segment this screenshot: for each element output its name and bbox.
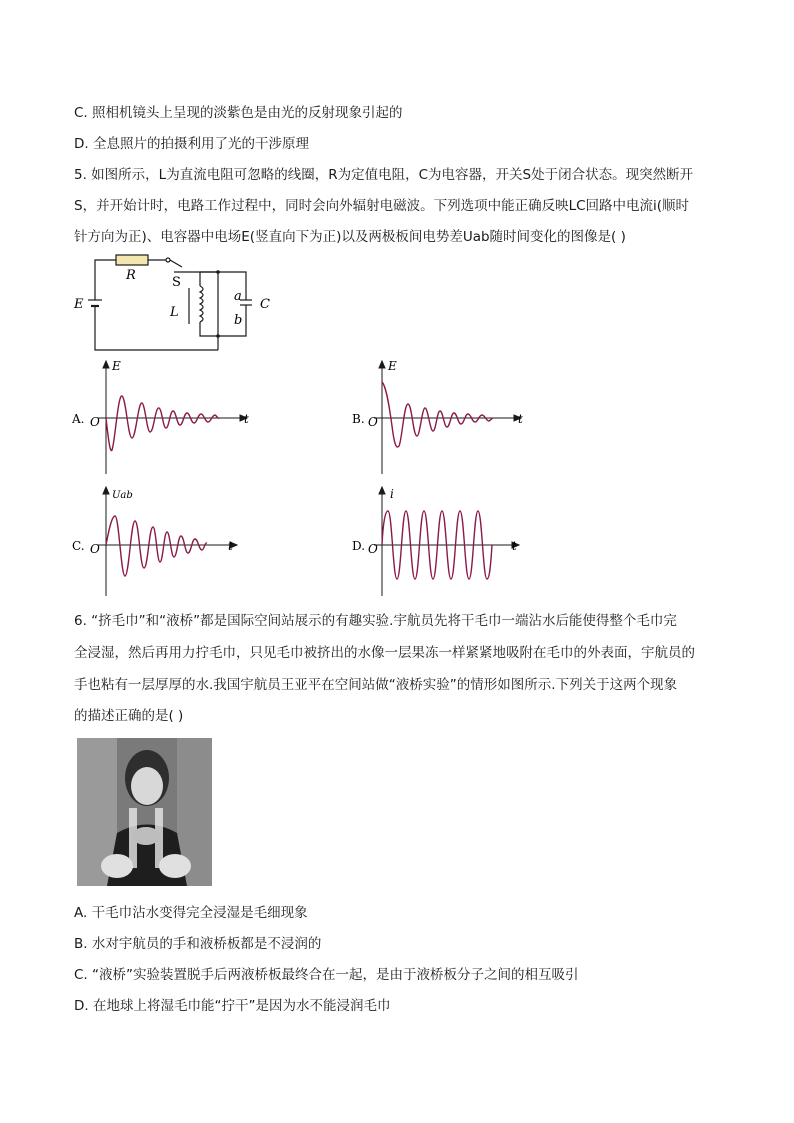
label-r: R [126,268,136,283]
switch [166,258,170,262]
graph-d-option: D. [352,539,366,553]
graph-b-option: B. [352,412,365,426]
q6-option-b: B. 水对宇航员的手和液桥板都是不浸润的 [74,936,322,952]
graph-c-xlabel: t [228,539,233,553]
graph-d-xlabel: t [512,539,517,553]
q4-option-d: D. 全息照片的拍摄利用了光的干涉原理 [74,136,309,152]
graph-c-curve [106,516,207,576]
graph-d-ylabel: i [390,487,394,501]
graph-a-ylabel: E [112,359,121,373]
label-c: C [260,297,270,312]
q4-option-c: C. 照相机镜头上呈现的淡紫色是由光的反射现象引起的 [74,105,403,121]
label-b: b [234,313,243,328]
circuit-diagram [70,250,290,360]
graph-a-origin: O [90,415,100,429]
graph-d-origin: O [368,542,378,556]
graph-a-curve [106,396,219,451]
q6-option-a: A. 干毛巾沾水变得完全浸湿是毛细现象 [74,905,308,921]
q6-option-c: C. “液桥”实验装置脱手后两液桥板最终合在一起，是由于液桥板分子之间的相互吸引 [74,967,579,983]
graph-d [350,484,540,604]
resistor [116,255,148,265]
graph-a [70,356,260,476]
q5-stem-line3: 针方向为正)、电容器中电场E(竖直向下为正)以及两极板间电势差Uab随时间变化的图像是( ) [74,229,626,245]
q6-stem-line3: 手也粘有一层厚厚的水.我国宇航员王亚平在空间站做“液桥实验”的情形如图所示.下列关于这两个现象 [74,677,678,693]
q6-stem-line1: 6. “挤毛巾”和“液桥”都是国际空间站展示的有趣实验.宇航员先将干毛巾一端沾水后能使得整个毛巾完 [74,613,677,629]
graph-c-ylabel: Uab [112,490,133,501]
label-a: a [234,289,242,304]
graph-b-xlabel: t [518,412,523,426]
graph-a-option: A. [72,412,85,426]
label-s: S [172,275,181,290]
graph-b-curve [382,382,493,447]
inductor [200,286,203,322]
q5-stem-line1: 5. 如图所示，L为直流电阻可忽略的线圈，R为定值电阻，C为电容器，开关S处于闭合状态。现突然断开 [74,167,694,183]
graph-b [350,356,540,476]
q5-stem-line2: S，并开始计时，电路工作过程中，同时会向外辐射电磁波。下列选项中能正确反映LC回路中电流i(顺时 [74,198,690,214]
liquid-bridge-photo [77,738,212,886]
q6-stem-line2: 全浸湿，然后再用力拧毛巾，只见毛巾被挤出的水像一层果冻一样紧紧地吸附在毛巾的外表面，宇航员的 [74,645,695,661]
q6-stem-line4: 的描述正确的是( ) [74,708,184,724]
label-l: L [170,305,179,320]
graph-a-xlabel: t [244,412,249,426]
graph-b-origin: O [368,415,378,429]
q6-option-d: D. 在地球上将湿毛巾能“拧干”是因为水不能浸润毛巾 [74,998,391,1014]
graph-c-option: C. [72,539,85,553]
graph-c-origin: O [90,542,100,556]
graph-b-ylabel: E [388,359,397,373]
graph-c [70,484,260,604]
label-e: E [74,297,84,312]
